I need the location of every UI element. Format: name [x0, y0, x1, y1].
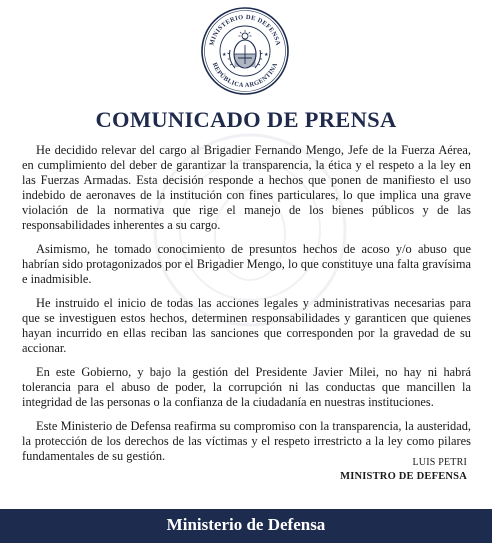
footer-text: Ministerio de Defensa: [166, 515, 326, 534]
signatory-name: LUIS PETRI: [412, 457, 467, 468]
svg-text:★: ★: [222, 52, 227, 58]
paragraph-2: Asimismo, he tomado conocimiento de presuntos hechos de acoso y/o abuso que habrían sido protagonizados por el Brigadier Mengo, lo que constituye una falta gravísima e inadmisible.: [22, 242, 471, 286]
paragraph-4: En este Gobierno, y bajo la gestión del Presidente Javier Milei, no hay ni habrá tolerancia para el abuso de poder, la corrupción ni las conductas que mancillen la integridad de las personas o la confianza de la ciudadanía en nuestras instituciones.: [22, 365, 471, 409]
signature-block: [340, 456, 467, 484]
footer-banner: [0, 509, 492, 543]
ministry-seal-icon: [200, 6, 290, 96]
paragraph-5: Este Ministerio de Defensa reafirma su compromiso con la transparencia, la austeridad, la protección de los derechos de las víctimas y el respeto irrestricto a la ley como pilares fundamentales de su gestión.: [22, 419, 471, 463]
seal-top-text: MINISTERIO DE DEFENSA: [208, 13, 282, 47]
page-title: COMUNICADO DE PRENSA: [95, 107, 397, 132]
press-release-body: [22, 143, 471, 473]
seal-bottom-text: REPÚBLICA ARGENTINA: [210, 61, 280, 90]
svg-text:★: ★: [264, 52, 269, 58]
signatory-role: MINISTRO DE DEFENSA: [340, 471, 467, 482]
paragraph-3: He instruido el inicio de todas las acciones legales y administrativas necesarias para que se investiguen estos hechos, determinen responsabilidades y garanticen que quienes hayan incurrido en ellas reciban las sanciones que corresponden por la gravedad de su accionar.: [22, 296, 471, 355]
paragraph-1: He decidido relevar del cargo al Brigadier Fernando Mengo, Jefe de la Fuerza Aérea, en cumplimiento del deber de garantizar la transparencia, la ética y el respeto a la ley en las Fuerzas Armadas. Esta decisión responde a hechos que ponen de manifiesto el uso indebido de aeronaves de la institución con fines particulares, lo que implica una grave violación de la normativa que rige el manejo de los bienes públicos y de las responsabilidades inherentes a su cargo.: [22, 143, 471, 232]
